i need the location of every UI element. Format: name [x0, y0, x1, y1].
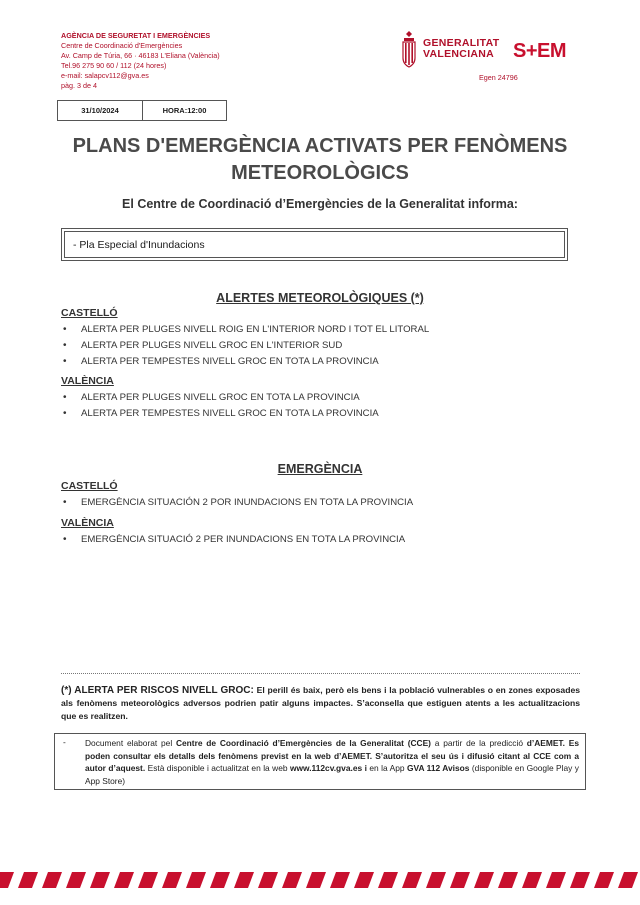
emergency-castello-heading: CASTELLÓ — [61, 480, 118, 492]
stripe-group — [0, 872, 640, 888]
title-line2: METEOROLÒGICS — [231, 162, 409, 184]
emergency-heading: EMERGÈNCIA — [277, 462, 363, 476]
agency-header — [61, 31, 220, 91]
alerts-valencia-list — [61, 390, 379, 422]
stripe — [90, 872, 110, 888]
stripe — [354, 872, 374, 888]
egen-reference: Egen 24796 — [479, 73, 518, 82]
yellow-alert-note — [61, 684, 580, 723]
date-time-box — [57, 100, 227, 121]
list-item: • EMERGÈNCIA SITUACIÓN 2 POR INUNDACIONS EN TOTA LA PROVINCIA — [61, 495, 413, 511]
stripe — [258, 872, 278, 888]
footer-b1: Centre de Coordinació d’Emergències de la Generalitat (CCE) — [175, 738, 431, 748]
stripe — [330, 872, 350, 888]
stripe — [378, 872, 398, 888]
footer-p1: Document elaborat pel — [85, 738, 176, 748]
stripe — [474, 872, 494, 888]
footer-p4: en la App — [366, 763, 407, 773]
alerts-heading: ALERTES METEOROLÒGIQUES (*) — [216, 291, 424, 305]
footer-p5: (disponible en Google Play y App Store) — [85, 763, 579, 786]
alerts-valencia-heading: VALÈNCIA — [61, 375, 114, 387]
list-item: • ALERTA PER TEMPESTES NIVELL GROC EN TOTA LA PROVINCIA — [61, 406, 379, 422]
generalitat-line1: GENERALITAT — [423, 37, 500, 49]
email: e-mail: salapcv112@gva.es — [61, 71, 149, 80]
address: Av. Camp de Túria, 66 · 46183 L'Eliana (València) — [61, 51, 220, 60]
stripe — [618, 872, 638, 888]
stripe — [522, 872, 542, 888]
sem-logo: S+EM — [513, 40, 567, 62]
footer-app-name: GVA 112 Avisos — [406, 763, 470, 773]
generalitat-line2: VALENCIANA — [423, 48, 495, 60]
footer-p2: a partir de la predicció — [430, 738, 527, 748]
stripe — [282, 872, 302, 888]
list-item: • ALERTA PER PLUGES NIVELL GROC EN L'INTERIOR SUD — [61, 338, 429, 354]
stripe — [546, 872, 566, 888]
generalitat-logo — [400, 30, 499, 68]
footer-dash: - — [63, 737, 66, 747]
note-text: El perill és baix, però els bens i la població vulnerables o en zones exposades als fenòmens meteorològics adversos podrien patir alguns impactes. S’aconsella que estiguen atents a les actualitzacions que es realitzen. — [61, 685, 580, 721]
stripe — [570, 872, 590, 888]
footer-text — [85, 737, 579, 787]
agency-name: AGÈNCIA DE SEGURETAT I EMERGÈNCIES — [61, 31, 211, 40]
phone: Tel.96 275 90 60 / 112 (24 hores) — [61, 61, 167, 70]
stripe — [210, 872, 230, 888]
active-plan-box — [61, 228, 568, 261]
page-subtitle: El Centre de Coordinació d’Emergències de la Generalitat informa: — [122, 197, 518, 211]
stripe — [114, 872, 134, 888]
stripe — [234, 872, 254, 888]
note-lead: (*) ALERTA PER RISCOS NIVELL GROC: — [61, 685, 254, 696]
decorative-stripes — [0, 872, 640, 888]
list-item: • ALERTA PER TEMPESTES NIVELL GROC EN TOTA LA PROVINCIA — [61, 354, 429, 370]
stripe — [162, 872, 182, 888]
stripe — [18, 872, 38, 888]
list-item: • ALERTA PER PLUGES NIVELL GROC EN TOTA LA PROVINCIA — [61, 390, 379, 406]
stripe — [498, 872, 518, 888]
generalitat-shield-icon — [400, 30, 418, 68]
stripe — [138, 872, 158, 888]
stripe — [450, 872, 470, 888]
stripe — [402, 872, 422, 888]
page-number: pàg. 3 de 4 — [61, 81, 97, 90]
stripe — [0, 872, 14, 888]
list-item: • ALERTA PER PLUGES NIVELL ROIG EN L'INTERIOR NORD I TOT EL LITORAL — [61, 322, 429, 338]
alerts-castello-list — [61, 322, 429, 370]
footer-box — [54, 733, 586, 790]
active-plan: - Pla Especial d'Inundacions — [64, 231, 565, 258]
report-time: HORA:12:00 — [162, 106, 207, 115]
emergency-valencia-heading: VALÈNCIA — [61, 517, 114, 529]
footer-b2: d’AEMET. Es poden consultar els detalls dels fenòmens previst en la web d’AEMET. S’autoritza el seu ús i difusió citant al CCE com a autor d’aquest. — [85, 738, 579, 773]
list-item: • EMERGÈNCIA SITUACIÓ 2 PER INUNDACIONS EN TOTA LA PROVINCIA — [61, 532, 405, 548]
stripe — [594, 872, 614, 888]
alerts-castello-heading: CASTELLÓ — [61, 307, 118, 319]
stripe — [306, 872, 326, 888]
stripe — [426, 872, 446, 888]
stripe — [42, 872, 62, 888]
report-date: 31/10/2024 — [58, 101, 143, 120]
footer-p3: Està disponible i actualitzat en la web — [145, 763, 290, 773]
divider — [61, 673, 580, 674]
stripe — [66, 872, 86, 888]
emergency-castello-list — [61, 495, 413, 511]
title-line1: PLANS D'EMERGÈNCIA ACTIVATS PER FENÒMENS — [72, 135, 568, 157]
center-name: Centre de Coordinació d'Emergències — [61, 41, 183, 50]
footer-website-link[interactable]: www.112cv.gva.es i — [289, 763, 367, 773]
page-title — [40, 133, 600, 187]
stripe — [186, 872, 206, 888]
emergency-valencia-list — [61, 532, 405, 548]
